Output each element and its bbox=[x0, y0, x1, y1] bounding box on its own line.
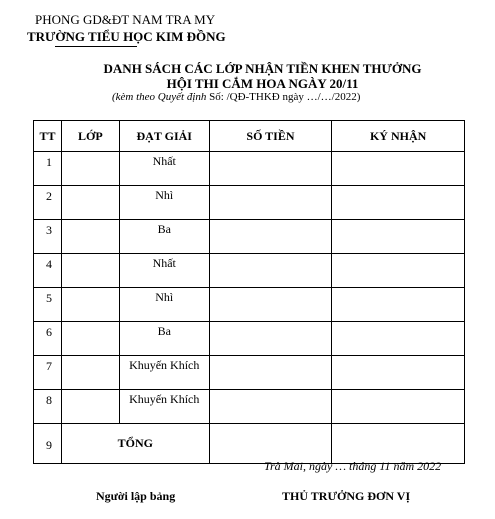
row-so-tien[interactable] bbox=[209, 186, 332, 220]
row-ky-nhan[interactable] bbox=[332, 288, 465, 322]
award-table bbox=[33, 120, 465, 464]
row-lop[interactable] bbox=[61, 186, 119, 220]
row-ky-nhan[interactable] bbox=[332, 322, 465, 356]
row-so-tien[interactable] bbox=[209, 356, 332, 390]
row-tt: 1 bbox=[34, 152, 62, 186]
document-subtitle bbox=[112, 91, 360, 103]
header-lop: LỚP bbox=[61, 121, 119, 152]
row-lop[interactable] bbox=[61, 152, 119, 186]
row-lop[interactable] bbox=[61, 390, 119, 424]
row-lop[interactable] bbox=[61, 356, 119, 390]
row-dat-giai: Ba bbox=[119, 322, 209, 356]
row-dat-giai: Nhất bbox=[119, 254, 209, 288]
total-row-tt: 9 bbox=[34, 424, 62, 464]
row-tt: 3 bbox=[34, 220, 62, 254]
subtitle-italic: (kèm theo Quyết định bbox=[112, 91, 207, 103]
table-row bbox=[34, 356, 465, 390]
row-lop[interactable] bbox=[61, 220, 119, 254]
row-ky-nhan[interactable] bbox=[332, 254, 465, 288]
table-header-row bbox=[34, 121, 465, 152]
row-so-tien[interactable] bbox=[209, 288, 332, 322]
row-so-tien[interactable] bbox=[209, 220, 332, 254]
row-so-tien[interactable] bbox=[209, 390, 332, 424]
row-lop[interactable] bbox=[61, 254, 119, 288]
row-lop[interactable] bbox=[61, 322, 119, 356]
table-row bbox=[34, 288, 465, 322]
org-line-1: PHONG GD&ĐT NAM TRA MY bbox=[35, 12, 216, 27]
row-so-tien[interactable] bbox=[209, 322, 332, 356]
row-dat-giai: Ba bbox=[119, 220, 209, 254]
row-dat-giai: Nhất bbox=[119, 152, 209, 186]
row-tt: 4 bbox=[34, 254, 62, 288]
header-so-tien: SỐ TIỀN bbox=[209, 121, 332, 152]
subtitle-rest: Số: /QĐ-THKĐ ngày …/…/2022) bbox=[206, 91, 361, 103]
row-ky-nhan[interactable] bbox=[332, 220, 465, 254]
document-title-line-2: HỘI THI CẮM HOA NGÀY 20/11 bbox=[166, 76, 359, 91]
row-tt: 6 bbox=[34, 322, 62, 356]
total-sign-cell bbox=[332, 424, 465, 464]
row-so-tien[interactable] bbox=[209, 152, 332, 186]
row-dat-giai: Khuyến Khích bbox=[119, 356, 209, 390]
table-row bbox=[34, 254, 465, 288]
row-tt: 7 bbox=[34, 356, 62, 390]
row-dat-giai: Nhì bbox=[119, 186, 209, 220]
header-tt: TT bbox=[34, 121, 62, 152]
signer-right: THỦ TRƯỞNG ĐƠN VỊ bbox=[282, 489, 411, 503]
row-ky-nhan[interactable] bbox=[332, 186, 465, 220]
table-row bbox=[34, 390, 465, 424]
row-so-tien[interactable] bbox=[209, 254, 332, 288]
row-ky-nhan[interactable] bbox=[332, 356, 465, 390]
org-line-2: TRƯỜNG TIỂU HỌC KIM ĐỒNG bbox=[27, 29, 226, 44]
signer-left: Người lập bảng bbox=[96, 489, 176, 503]
table-row bbox=[34, 186, 465, 220]
row-ky-nhan[interactable] bbox=[332, 152, 465, 186]
total-label: TỔNG bbox=[61, 424, 209, 464]
total-amount-cell[interactable] bbox=[209, 424, 332, 464]
table-row bbox=[34, 220, 465, 254]
header-dat-giai: ĐẠT GIẢI bbox=[119, 121, 209, 152]
row-tt: 8 bbox=[34, 390, 62, 424]
footer-date: Trà Mai, ngày … tháng 11 năm 2022 bbox=[264, 459, 442, 473]
row-ky-nhan[interactable] bbox=[332, 390, 465, 424]
org-underline bbox=[55, 46, 137, 47]
document-title-line-1: DANH SÁCH CÁC LỚP NHẬN TIỀN KHEN THƯỞNG bbox=[103, 61, 422, 76]
row-dat-giai: Khuyến Khích bbox=[119, 390, 209, 424]
header-ky-nhan: KÝ NHẬN bbox=[332, 121, 465, 152]
row-tt: 5 bbox=[34, 288, 62, 322]
row-lop[interactable] bbox=[61, 288, 119, 322]
table-row bbox=[34, 152, 465, 186]
row-dat-giai: Nhì bbox=[119, 288, 209, 322]
table-row bbox=[34, 322, 465, 356]
total-row bbox=[34, 424, 465, 464]
row-tt: 2 bbox=[34, 186, 62, 220]
